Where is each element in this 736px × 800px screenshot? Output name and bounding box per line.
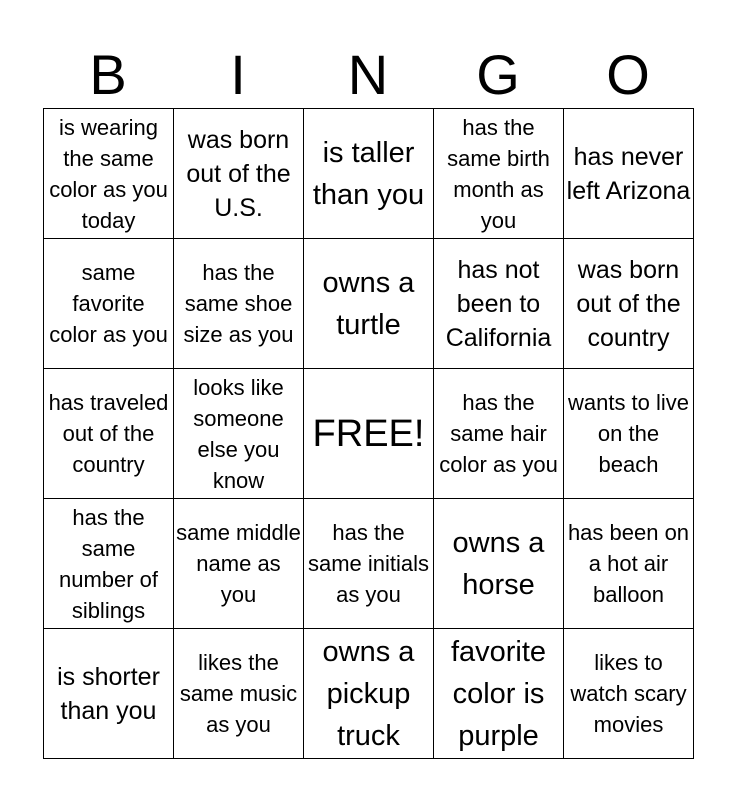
bingo-cell-n2[interactable]: owns a turtle bbox=[304, 239, 434, 369]
bingo-cell-i4[interactable]: same middle name as you bbox=[174, 499, 304, 629]
bingo-cell-o3[interactable]: wants to live on the beach bbox=[564, 369, 694, 499]
bingo-cell-g1[interactable]: has the same birth month as you bbox=[434, 109, 564, 239]
bingo-grid bbox=[43, 108, 694, 759]
bingo-cell-n5[interactable]: owns a pickup truck bbox=[304, 629, 434, 759]
grid-row-2 bbox=[44, 239, 694, 369]
bingo-cell-n1[interactable]: is taller than you bbox=[304, 109, 434, 239]
bingo-cell-o5[interactable]: likes to watch scary movies bbox=[564, 629, 694, 759]
bingo-cell-g3[interactable]: has the same hair color as you bbox=[434, 369, 564, 499]
bingo-cell-i5[interactable]: likes the same music as you bbox=[174, 629, 304, 759]
grid-row-5 bbox=[44, 629, 694, 759]
bingo-cell-o1[interactable]: has never left Arizona bbox=[564, 109, 694, 239]
header-letter-n: N bbox=[347, 43, 389, 106]
header-letter-o: O bbox=[606, 43, 650, 106]
bingo-cell-g5[interactable]: favorite color is purple bbox=[434, 629, 564, 759]
header-letter-i: I bbox=[230, 43, 246, 106]
grid-row-3 bbox=[44, 369, 694, 499]
bingo-cell-i2[interactable]: has the same shoe size as you bbox=[174, 239, 304, 369]
bingo-cell-b5[interactable]: is shorter than you bbox=[44, 629, 174, 759]
bingo-cell-g2[interactable]: has not been to California bbox=[434, 239, 564, 369]
bingo-cell-free[interactable]: FREE! bbox=[304, 369, 434, 499]
bingo-cell-i3[interactable]: looks like someone else you know bbox=[174, 369, 304, 499]
bingo-cell-b4[interactable]: has the same number of siblings bbox=[44, 499, 174, 629]
bingo-cell-o4[interactable]: has been on a hot air balloon bbox=[564, 499, 694, 629]
bingo-cell-n4[interactable]: has the same initials as you bbox=[304, 499, 434, 629]
bingo-cell-b2[interactable]: same favorite color as you bbox=[44, 239, 174, 369]
bingo-cell-i1[interactable]: was born out of the U.S. bbox=[174, 109, 304, 239]
grid-row-1 bbox=[44, 109, 694, 239]
bingo-cell-g4[interactable]: owns a horse bbox=[434, 499, 564, 629]
bingo-cell-b1[interactable]: is wearing the same color as you today bbox=[44, 109, 174, 239]
bingo-cell-o2[interactable]: was born out of the country bbox=[564, 239, 694, 369]
header-letter-g: G bbox=[476, 43, 520, 106]
header-letter-b: B bbox=[89, 43, 127, 106]
grid-row-4 bbox=[44, 499, 694, 629]
bingo-cell-b3[interactable]: has traveled out of the country bbox=[44, 369, 174, 499]
bingo-header bbox=[43, 42, 693, 108]
